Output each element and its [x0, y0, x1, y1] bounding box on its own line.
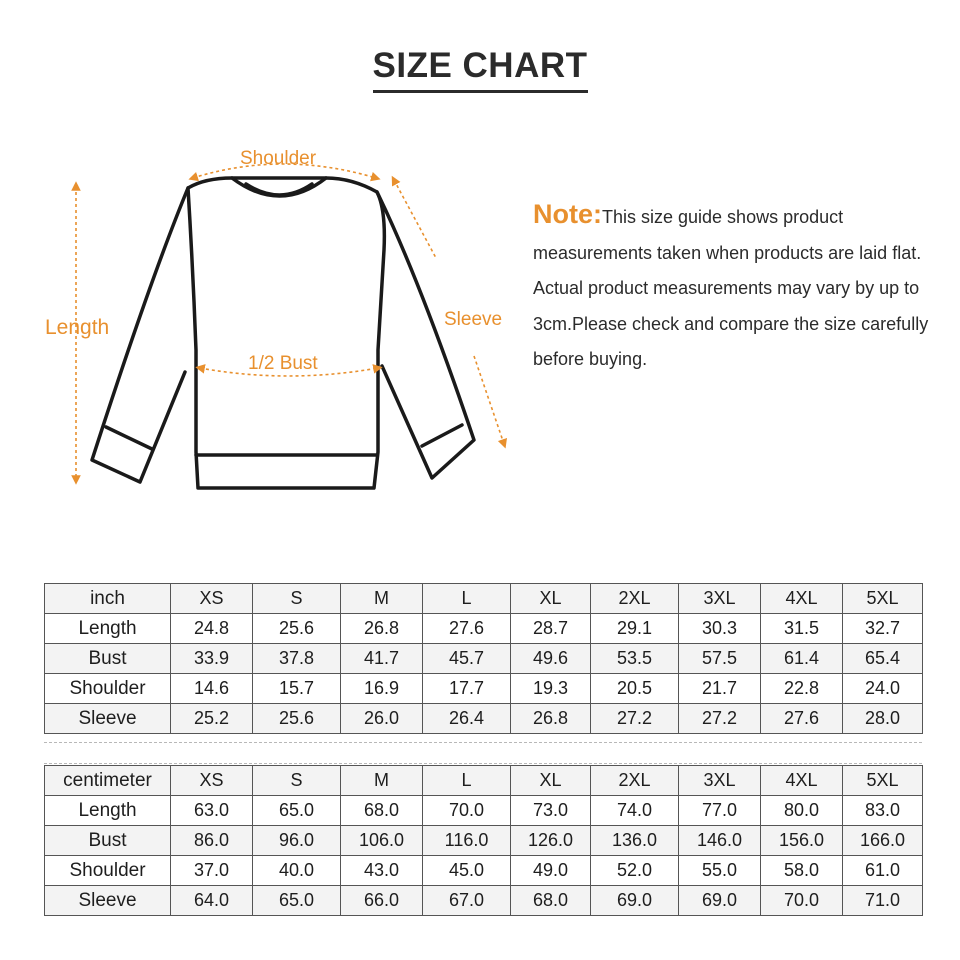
value-cell: 63.0 [171, 796, 253, 826]
size-cell: M [341, 584, 423, 614]
size-cell: XL [511, 584, 591, 614]
table-row [45, 644, 923, 674]
value-cell: 68.0 [341, 796, 423, 826]
size-cell: 2XL [591, 584, 679, 614]
value-cell: 32.7 [843, 614, 923, 644]
table-separator [44, 742, 922, 764]
unit-cell: centimeter [45, 766, 171, 796]
row-label: Shoulder [45, 674, 171, 704]
table-row [45, 704, 923, 734]
value-cell: 26.8 [341, 614, 423, 644]
value-cell: 73.0 [511, 796, 591, 826]
page-title: SIZE CHART [373, 46, 588, 93]
value-cell: 96.0 [253, 826, 341, 856]
row-label: Bust [45, 644, 171, 674]
value-cell: 83.0 [843, 796, 923, 826]
value-cell: 156.0 [761, 826, 843, 856]
value-cell: 33.9 [171, 644, 253, 674]
size-cell: 5XL [843, 766, 923, 796]
value-cell: 25.6 [253, 704, 341, 734]
value-cell: 126.0 [511, 826, 591, 856]
note-text: This size guide shows product measurements taken when products are laid flat. Actual product measurements may vary by up to 3cm.Please check and compare the size carefully before buying. [533, 207, 929, 369]
row-label: Sleeve [45, 886, 171, 916]
size-cell: 4XL [761, 766, 843, 796]
size-cell: XL [511, 766, 591, 796]
value-cell: 49.6 [511, 644, 591, 674]
header-row [45, 766, 923, 796]
value-cell: 86.0 [171, 826, 253, 856]
value-cell: 37.8 [253, 644, 341, 674]
size-cell: 3XL [679, 766, 761, 796]
value-cell: 30.3 [679, 614, 761, 644]
value-cell: 146.0 [679, 826, 761, 856]
size-cell: L [423, 766, 511, 796]
value-cell: 31.5 [761, 614, 843, 644]
note-heading: Note: [533, 199, 602, 229]
value-cell: 17.7 [423, 674, 511, 704]
value-cell: 22.8 [761, 674, 843, 704]
value-cell: 52.0 [591, 856, 679, 886]
value-cell: 116.0 [423, 826, 511, 856]
value-cell: 65.0 [253, 886, 341, 916]
value-cell: 80.0 [761, 796, 843, 826]
value-cell: 70.0 [761, 886, 843, 916]
value-cell: 69.0 [679, 886, 761, 916]
value-cell: 74.0 [591, 796, 679, 826]
value-cell: 24.0 [843, 674, 923, 704]
table-row [45, 826, 923, 856]
table-row [45, 674, 923, 704]
value-cell: 27.2 [679, 704, 761, 734]
value-cell: 37.0 [171, 856, 253, 886]
value-cell: 69.0 [591, 886, 679, 916]
value-cell: 71.0 [843, 886, 923, 916]
length-label: Length [45, 316, 110, 339]
value-cell: 49.0 [511, 856, 591, 886]
value-cell: 53.5 [591, 644, 679, 674]
value-cell: 28.7 [511, 614, 591, 644]
value-cell: 66.0 [341, 886, 423, 916]
value-cell: 65.4 [843, 644, 923, 674]
size-cell: 5XL [843, 584, 923, 614]
half-bust-label: 1/2 Bust [248, 353, 318, 374]
row-label: Length [45, 796, 171, 826]
value-cell: 136.0 [591, 826, 679, 856]
row-label: Shoulder [45, 856, 171, 886]
garment-diagram [0, 130, 520, 510]
value-cell: 40.0 [253, 856, 341, 886]
value-cell: 55.0 [679, 856, 761, 886]
row-label: Length [45, 614, 171, 644]
size-cell: S [253, 766, 341, 796]
table-row [45, 856, 923, 886]
value-cell: 29.1 [591, 614, 679, 644]
size-cell: XS [171, 766, 253, 796]
row-label: Sleeve [45, 704, 171, 734]
value-cell: 68.0 [511, 886, 591, 916]
value-cell: 61.4 [761, 644, 843, 674]
title-container [0, 46, 960, 93]
table-row [45, 886, 923, 916]
size-cell: 4XL [761, 584, 843, 614]
unit-cell: inch [45, 584, 171, 614]
value-cell: 45.0 [423, 856, 511, 886]
size-cell: XS [171, 584, 253, 614]
size-cell: M [341, 766, 423, 796]
value-cell: 26.0 [341, 704, 423, 734]
size-cell: 3XL [679, 584, 761, 614]
value-cell: 14.6 [171, 674, 253, 704]
value-cell: 106.0 [341, 826, 423, 856]
value-cell: 27.6 [423, 614, 511, 644]
value-cell: 64.0 [171, 886, 253, 916]
value-cell: 57.5 [679, 644, 761, 674]
shoulder-label: Shoulder [240, 148, 317, 169]
size-cell: S [253, 584, 341, 614]
value-cell: 15.7 [253, 674, 341, 704]
value-cell: 25.6 [253, 614, 341, 644]
value-cell: 27.2 [591, 704, 679, 734]
table-row [45, 796, 923, 826]
value-cell: 61.0 [843, 856, 923, 886]
value-cell: 41.7 [341, 644, 423, 674]
value-cell: 20.5 [591, 674, 679, 704]
size-cell: L [423, 584, 511, 614]
value-cell: 43.0 [341, 856, 423, 886]
value-cell: 166.0 [843, 826, 923, 856]
value-cell: 77.0 [679, 796, 761, 826]
row-label: Bust [45, 826, 171, 856]
size-table-centimeter [44, 765, 923, 916]
size-table-inch [44, 583, 923, 734]
value-cell: 26.4 [423, 704, 511, 734]
value-cell: 27.6 [761, 704, 843, 734]
value-cell: 58.0 [761, 856, 843, 886]
note-block [533, 197, 933, 378]
value-cell: 24.8 [171, 614, 253, 644]
value-cell: 25.2 [171, 704, 253, 734]
header-row [45, 584, 923, 614]
value-cell: 45.7 [423, 644, 511, 674]
value-cell: 19.3 [511, 674, 591, 704]
value-cell: 65.0 [253, 796, 341, 826]
value-cell: 16.9 [341, 674, 423, 704]
size-cell: 2XL [591, 766, 679, 796]
value-cell: 70.0 [423, 796, 511, 826]
value-cell: 26.8 [511, 704, 591, 734]
value-cell: 21.7 [679, 674, 761, 704]
value-cell: 67.0 [423, 886, 511, 916]
sleeve-label: Sleeve [444, 309, 503, 330]
value-cell: 28.0 [843, 704, 923, 734]
table-row [45, 614, 923, 644]
